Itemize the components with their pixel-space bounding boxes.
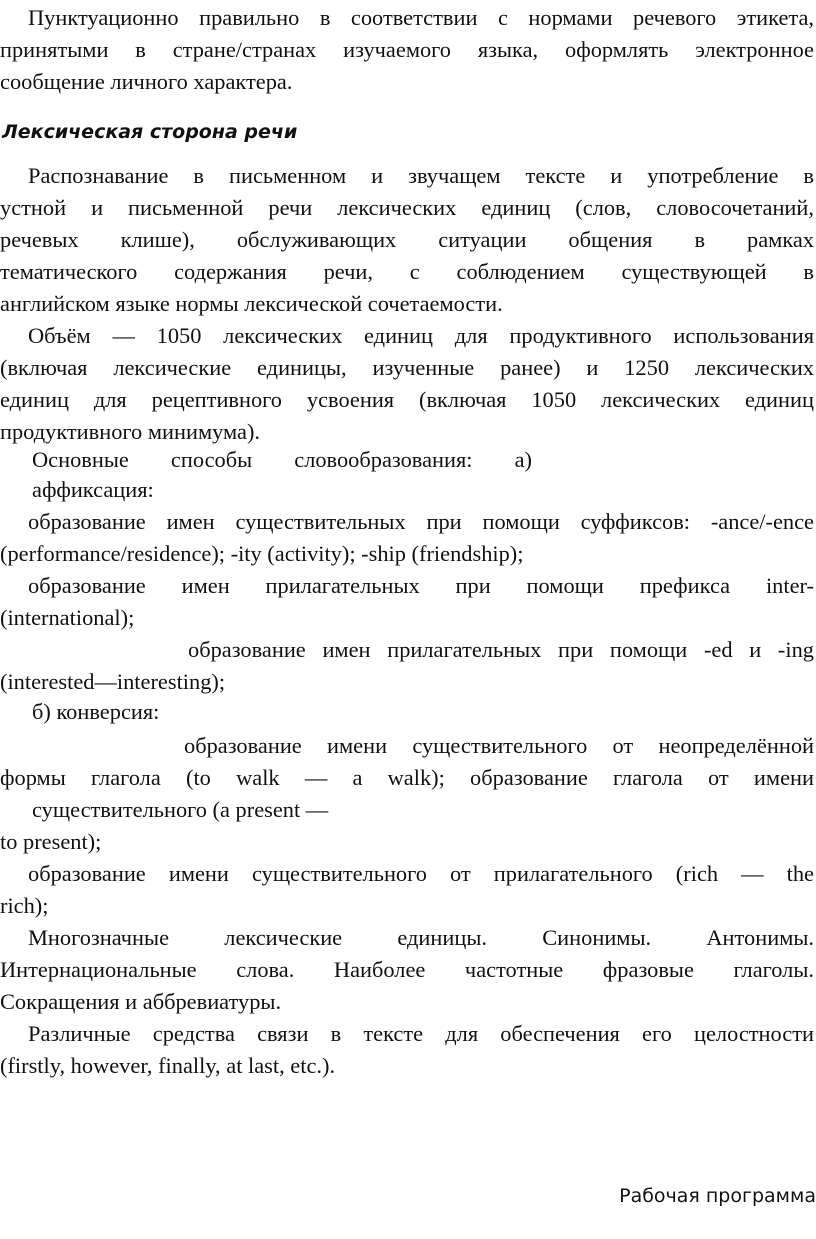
text-line: образование имени существительного от прилагательного (rich — the (28, 861, 814, 886)
text-line: образование имен прилагательных при помощи префикса inter- (28, 573, 814, 598)
text-line: существительного (a present — (32, 797, 329, 822)
text-line: принятыми в стране/странах изучаемого языка, оформлять электронное (0, 37, 814, 62)
text-line: образование имен прилагательных при помощи -ed и -ing (188, 637, 814, 662)
text-line: английском языке нормы лексической сочетаемости. (0, 291, 503, 316)
text-line: (включая лексические единицы, изученные ранее) и 1250 лексических (0, 355, 814, 380)
text-line: Распознавание в письменном и звучащем тексте и употребление в (28, 163, 814, 188)
text-line: устной и письменной речи лексических единиц (слов, словосочетаний, (0, 195, 814, 220)
text-line: Сокращения и аббревиатуры. (0, 989, 282, 1014)
text-line: (interested—interesting); (0, 669, 226, 694)
text-line: Основные способы словообразования: а) (32, 447, 532, 472)
section-heading: Лексическая сторона речи (2, 121, 298, 143)
text-line: (international); (0, 605, 135, 630)
text-line: Объём — 1050 лексических единиц для продуктивного использования (28, 323, 814, 348)
text-line: Интернациональные слова. Наиболее частотные фразовые глаголы. (0, 957, 814, 982)
page-footer: Рабочая программа (619, 1185, 816, 1207)
text-line: б) конверсия: (32, 699, 160, 724)
text-line: единиц для рецептивного усвоения (включая 1050 лексических единиц (0, 387, 814, 412)
text-line: rich); (0, 893, 49, 918)
text-line: аффиксация: (32, 477, 154, 502)
text-line: (firstly, however, finally, at last, etc.). (0, 1053, 336, 1078)
text-line: to present); (0, 829, 102, 854)
text-line: образование имен существительных при помощи суффиксов: -ance/-ence (28, 509, 814, 534)
text-line: речевых клише), обслуживающих ситуации общения в рамках (0, 227, 814, 252)
text-line: формы глагола (to walk — a walk); образование глагола от имени (0, 765, 814, 790)
text-line: (performance/residence); -ity (activity); -ship (friendship); (0, 541, 524, 566)
text-line: образование имени существительного от неопределённой (184, 733, 814, 758)
text-line: сообщение личного характера. (0, 69, 293, 94)
text-line: Многозначные лексические единицы. Синонимы. Антонимы. (28, 925, 814, 950)
text-line: продуктивного минимума). (0, 419, 261, 444)
text-line: Различные средства связи в тексте для обеспечения его целостности (28, 1021, 814, 1046)
text-line: тематического содержания речи, с соблюдением существующей в (0, 259, 814, 284)
text-line: Пунктуационно правильно в соответствии с нормами речевого этикета, (28, 5, 814, 30)
